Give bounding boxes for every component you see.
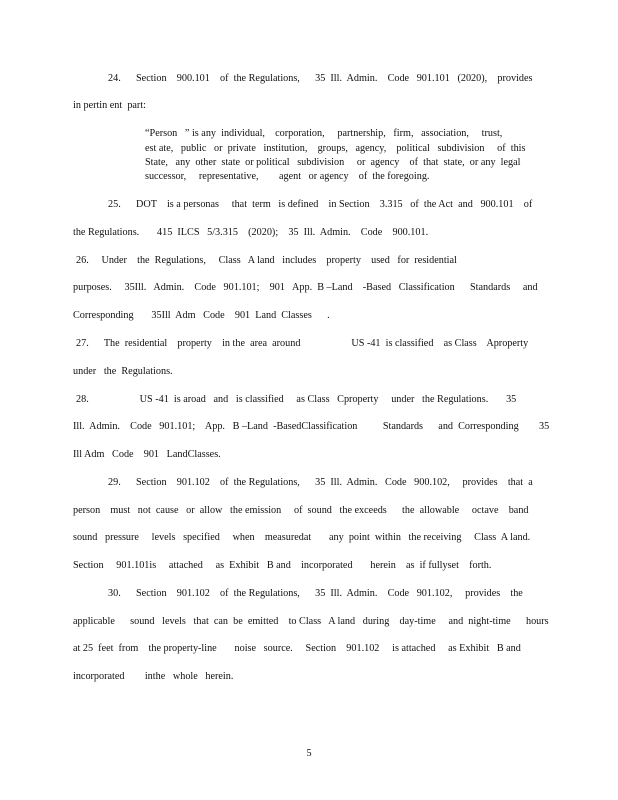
para-27-line-1: 27. The residential property in the area around US -41 is classified as Class Aproperty bbox=[76, 338, 529, 349]
page-number: 5 bbox=[306, 748, 312, 759]
para-30-line-3: at 25 feet from the property-line noise source. Section 901.102 is attached as Exhibit B and bbox=[73, 643, 521, 654]
para-25-line-1: 25. DOT is a personas that term is defined in Section 3.315 of the Act and 900.101 of bbox=[108, 199, 533, 210]
para-25-line-2: the Regulations. 415 ILCS 5/3.315 (2020); 35 Ill. Admin. Code 900.101. bbox=[73, 227, 429, 238]
para-30-line-4: incorporated inthe whole herein. bbox=[73, 671, 234, 682]
para-30-line-1: 30. Section 901.102 of the Regulations, 35 Ill. Admin. Code 901.102, provides the bbox=[108, 588, 523, 599]
para-29-line-2: person must not cause or allow the emission of sound the exceeds the allowable octave band bbox=[73, 505, 529, 516]
para-26-line-3: Corresponding 35Ill Adm Code 901 Land Classes . bbox=[73, 310, 330, 321]
para-24-line-2: in pertin ent part: bbox=[73, 100, 146, 111]
para-30-line-2: applicable sound levels that can be emitted to Class A land during day-time and night-time hours bbox=[73, 616, 549, 627]
para-26-line-2: purposes. 35Ill. Admin. Code 901.101; 901 App. B –Land -Based Classification Standards and bbox=[73, 282, 538, 293]
para-29-line-3: sound pressure levels specified when measuredat any point within the receiving Class A land. bbox=[73, 532, 531, 543]
para-28-line-2: Ill. Admin. Code 901.101; App. B –Land -BasedClassification Standards and Corresponding 35 bbox=[73, 421, 550, 432]
para-26-line-1: 26. Under the Regulations, Class A land includes property used for residential bbox=[76, 255, 457, 266]
para-29-line-1: 29. Section 901.102 of the Regulations, 35 Ill. Admin. Code 900.102, provides that a bbox=[108, 477, 533, 488]
para-28-line-3: Ill Adm Code 901 LandClasses. bbox=[73, 449, 221, 460]
quote-line-1: “Person ” is any individual, corporation, partnership, firm, association, trust, bbox=[145, 128, 503, 139]
quote-line-4: successor, representative, agent or agency of the foregoing. bbox=[145, 171, 430, 182]
para-27-line-2: under the Regulations. bbox=[73, 366, 173, 377]
para-28-line-1: 28. US -41 is aroad and is classified as Class Cproperty under the Regulations. 35 bbox=[76, 394, 517, 405]
quote-line-2: est ate, public or private institution, groups, agency, political subdivision of this bbox=[145, 143, 526, 154]
para-29-line-4: Section 901.101is attached as Exhibit B and incorporated herein as if fullyset forth. bbox=[73, 560, 492, 571]
para-24-line-1: 24. Section 900.101 of the Regulations, 35 Ill. Admin. Code 901.101 (2020), provides bbox=[108, 73, 533, 84]
quote-line-3: State, any other state or political subdivision or agency of that state, or any legal bbox=[145, 157, 521, 168]
